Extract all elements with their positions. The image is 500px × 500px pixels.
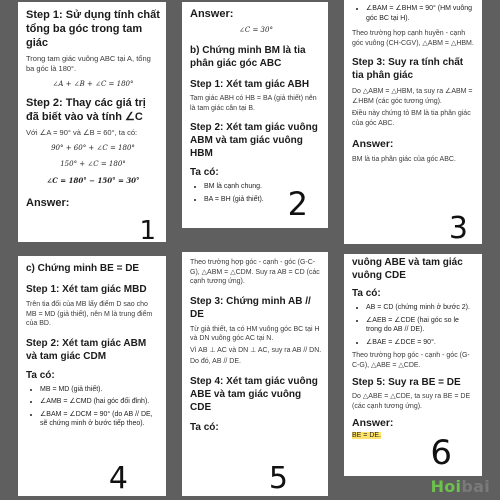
step-heading: Step 4: Xét tam giác vuông ABE và tam giác vuông CDE	[190, 375, 318, 413]
step-heading: Step 1: Xét tam giác ABH	[190, 79, 310, 90]
list-item: • ∠AMB = ∠CMD (hai góc đối đỉnh).	[40, 397, 160, 407]
paragraph: Theo trường hợp góc - cạnh - góc (G-C-G), △ABM = △CDM. Suy ra AB = CD (các cạnh tương ứng).	[190, 259, 320, 285]
part-heading: b) Chứng minh BM là tia phân giác góc ABC	[190, 45, 306, 69]
equation: 150° + ∠C = 180°	[60, 160, 126, 168]
paragraph: Trên tia đối của MB lấy điểm D sao cho MB = MD (giả thiết), nên M là trung điểm của BD.	[26, 301, 153, 327]
panel-step-4	[18, 256, 166, 496]
step-heading: vuông ABE và tam giác vuông CDE	[352, 257, 463, 281]
list-item: • ∠AEB = ∠CDE (hai góc so le trong do AB // DE).	[366, 316, 476, 335]
ta-co-label: Ta có:	[26, 369, 55, 381]
ta-co-label: Ta có:	[190, 421, 219, 433]
list-item: • BM là cạnh chung.	[204, 182, 322, 192]
answer-heading: Answer:	[190, 8, 234, 20]
panel-number: 4	[108, 461, 128, 496]
list-item: • ∠BAE = ∠DCE = 90°.	[366, 338, 476, 348]
list-item: • MB = MD (giả thiết).	[40, 385, 160, 395]
paragraph: Vì AB ⊥ AC và DN ⊥ AC, suy ra AB // DN.	[190, 346, 322, 354]
step-heading: Step 1: Sử dụng tính chất tổng ba góc trong tam giác	[26, 9, 160, 49]
paragraph: Từ giả thiết, ta có HM vuông góc BC tại H và DN vuông góc AC tại N.	[190, 325, 320, 342]
ta-co-label: Ta có:	[352, 288, 381, 299]
panel-step-5	[182, 252, 328, 496]
step-heading: Step 2: Xét tam giác ABM và tam giác CDM	[26, 337, 147, 362]
panel-step-2	[182, 2, 328, 228]
answer-text	[352, 432, 476, 439]
brand-logo	[431, 477, 490, 496]
equation: 90° + 60° + ∠C = 180°	[51, 144, 135, 152]
step-heading: Step 3: Chứng minh AB // DE	[190, 295, 311, 320]
step-heading: Step 1: Xét tam giác MBD	[26, 284, 147, 295]
panel-number: 2	[287, 185, 308, 223]
logo-main: Hoi	[430, 477, 462, 496]
paragraph: Do △ABM = △HBM, ta suy ra ∠ABM = ∠HBM (các góc tương ứng).	[352, 88, 473, 105]
ta-co-label: Ta có:	[190, 167, 219, 178]
step-heading: Step 2: Thay các giá trị đã biết vào và tính ∠C	[26, 97, 146, 123]
part-heading: c) Chứng minh BE = DE	[26, 263, 140, 274]
panel-step-6	[344, 254, 482, 476]
panel-number: 3	[448, 211, 468, 244]
paragraph: Trong tam giác vuông ABC tại A, tổng ba góc là 180°.	[26, 54, 151, 73]
paragraph: Do △ABE = △CDE, ta suy ra BE = DE (các cạnh tương ứng).	[352, 393, 471, 410]
fact-list	[26, 385, 160, 429]
equation: ∠C = 30°	[239, 26, 273, 34]
panel-step-1	[18, 2, 166, 242]
panel-number: 6	[430, 433, 452, 473]
equation: ∠C = 180° − 150° = 30°	[46, 176, 140, 185]
answer-heading: Answer:	[26, 197, 70, 209]
paragraph: Tam giác ABH có HB = BA (giả thiết) nên là tam giác cân tại B.	[190, 95, 317, 112]
paragraph: Điều này chứng tỏ BM là tia phân giác của góc ABC.	[352, 110, 471, 127]
answer-highlight: BE = DE.	[352, 432, 381, 439]
list-item: • ∠BAM = ∠DCM = 90° (do AB // DE, sẽ chứng minh ở bước tiếp theo).	[40, 410, 160, 429]
panel-step-3	[344, 0, 482, 244]
equation: ∠A + ∠B + ∠C = 180°	[52, 80, 134, 88]
answer-heading: Answer:	[352, 417, 394, 429]
list-item: • AB = CD (chứng minh ở bước 2).	[366, 303, 476, 313]
answer-heading: Answer:	[352, 138, 394, 150]
list-item: • ∠BAM = ∠BHM = 90° (HM vuông góc BC tại H).	[366, 4, 476, 23]
paragraph: Với ∠A = 90° và ∠B = 60°, ta có:	[26, 128, 138, 137]
logo-tail: bai	[461, 477, 490, 496]
fact-list	[352, 4, 476, 23]
panel-number: 1	[139, 216, 156, 242]
paragraph: Theo trường hợp cạnh huyền - cạnh góc vuông (CH-CGV), △ABM = △HBM.	[352, 30, 474, 47]
paragraph: Do đó, AB // DE.	[190, 358, 241, 365]
answer-text: BM là tia phân giác của góc ABC.	[352, 156, 456, 163]
step-heading: Step 3: Suy ra tính chất tia phân giác	[352, 57, 464, 81]
fact-list	[352, 303, 476, 347]
panel-number: 5	[268, 461, 288, 496]
list-item: • BA = BH (giả thiết).	[204, 195, 322, 205]
step-heading: Step 2: Xét tam giác vuông ABM và tam giác vuông HBM	[190, 122, 318, 159]
step-heading: Step 5: Suy ra BE = DE	[352, 377, 461, 388]
paragraph: Theo trường hợp góc - cạnh - góc (G-C-G), △ABE = △CDE.	[352, 352, 470, 369]
